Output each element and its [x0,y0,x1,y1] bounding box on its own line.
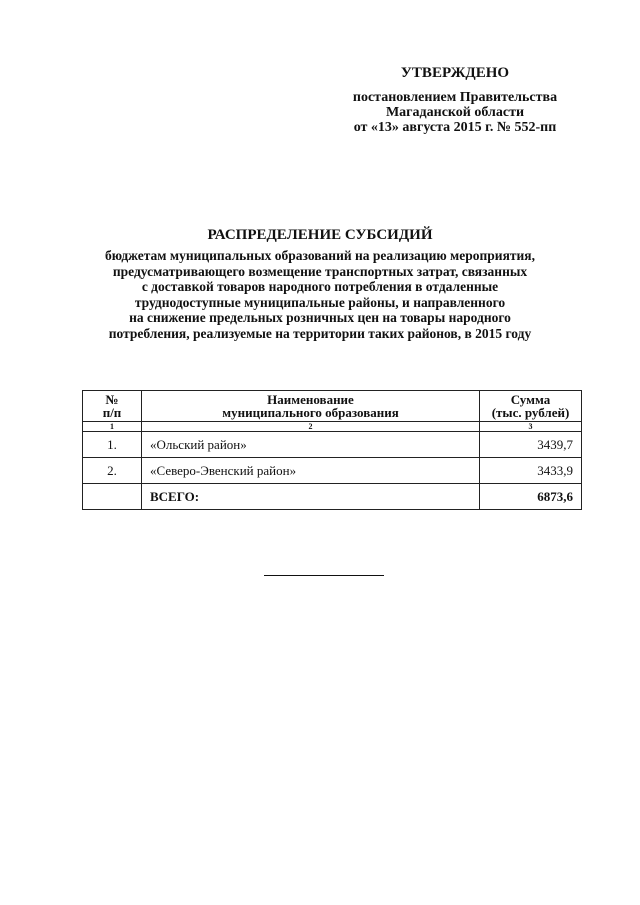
total-empty-cell [83,484,142,510]
document-title: РАСПРЕДЕЛЕНИЕ СУБСИДИЙ [207,227,433,243]
approval-line-2: Магаданской области [385,105,525,120]
table-row [83,458,582,484]
header-name-line1: Наименование [267,392,354,407]
row-name: «Северо-Эвенский район» [142,458,480,484]
document-subtitle [70,248,570,341]
row-name: «Ольский район» [142,432,480,458]
approval-line-3: от «13» августа 2015 г. № 552-пп [353,120,557,135]
subtitle-line: на снижение предельных розничных цен на товары народного [129,310,511,325]
table-total-row [83,484,582,510]
subtitle-line: потребления, реализуемые на территории таких районов, в 2015 году [108,325,532,341]
table-header-row [83,391,582,422]
header-number-line1: № [105,392,119,407]
column-number: 1 [83,422,142,432]
header-number-line2: п/п [102,405,122,420]
row-sum: 3433,9 [480,458,582,484]
approval-heading: УТВЕРЖДЕНО [400,65,510,81]
total-label: ВСЕГО: [142,484,480,510]
subtitle-line: труднодоступные муниципальные районы, и направленного [134,294,506,310]
column-number-row [83,422,582,432]
row-sum: 3439,7 [480,432,582,458]
column-number: 2 [142,422,480,432]
header-sum-line1: Сумма [510,392,551,407]
row-number: 1. [83,432,142,458]
column-number: 3 [480,422,582,432]
row-number: 2. [83,458,142,484]
subsidy-distribution-table [82,390,582,510]
total-sum: 6873,6 [480,484,582,510]
subtitle-line: с доставкой товаров народного потребления в отдаленные [141,279,499,294]
header-name-line2: муниципального образования [222,405,399,420]
approval-line-1: постановлением Правительства [352,90,558,105]
subtitle-line: бюджетам муниципальных образований на реализацию мероприятия, [105,248,535,263]
subtitle-line: предусматривающего возмещение транспортных затрат, связанных [112,263,528,279]
header-sum [480,391,582,422]
approval-stamp-block [330,66,580,135]
header-sum-line2: (тыс. рублей) [491,405,570,420]
table-row [83,432,582,458]
end-divider-line [264,575,384,576]
header-name [142,391,480,422]
header-number [83,391,142,422]
